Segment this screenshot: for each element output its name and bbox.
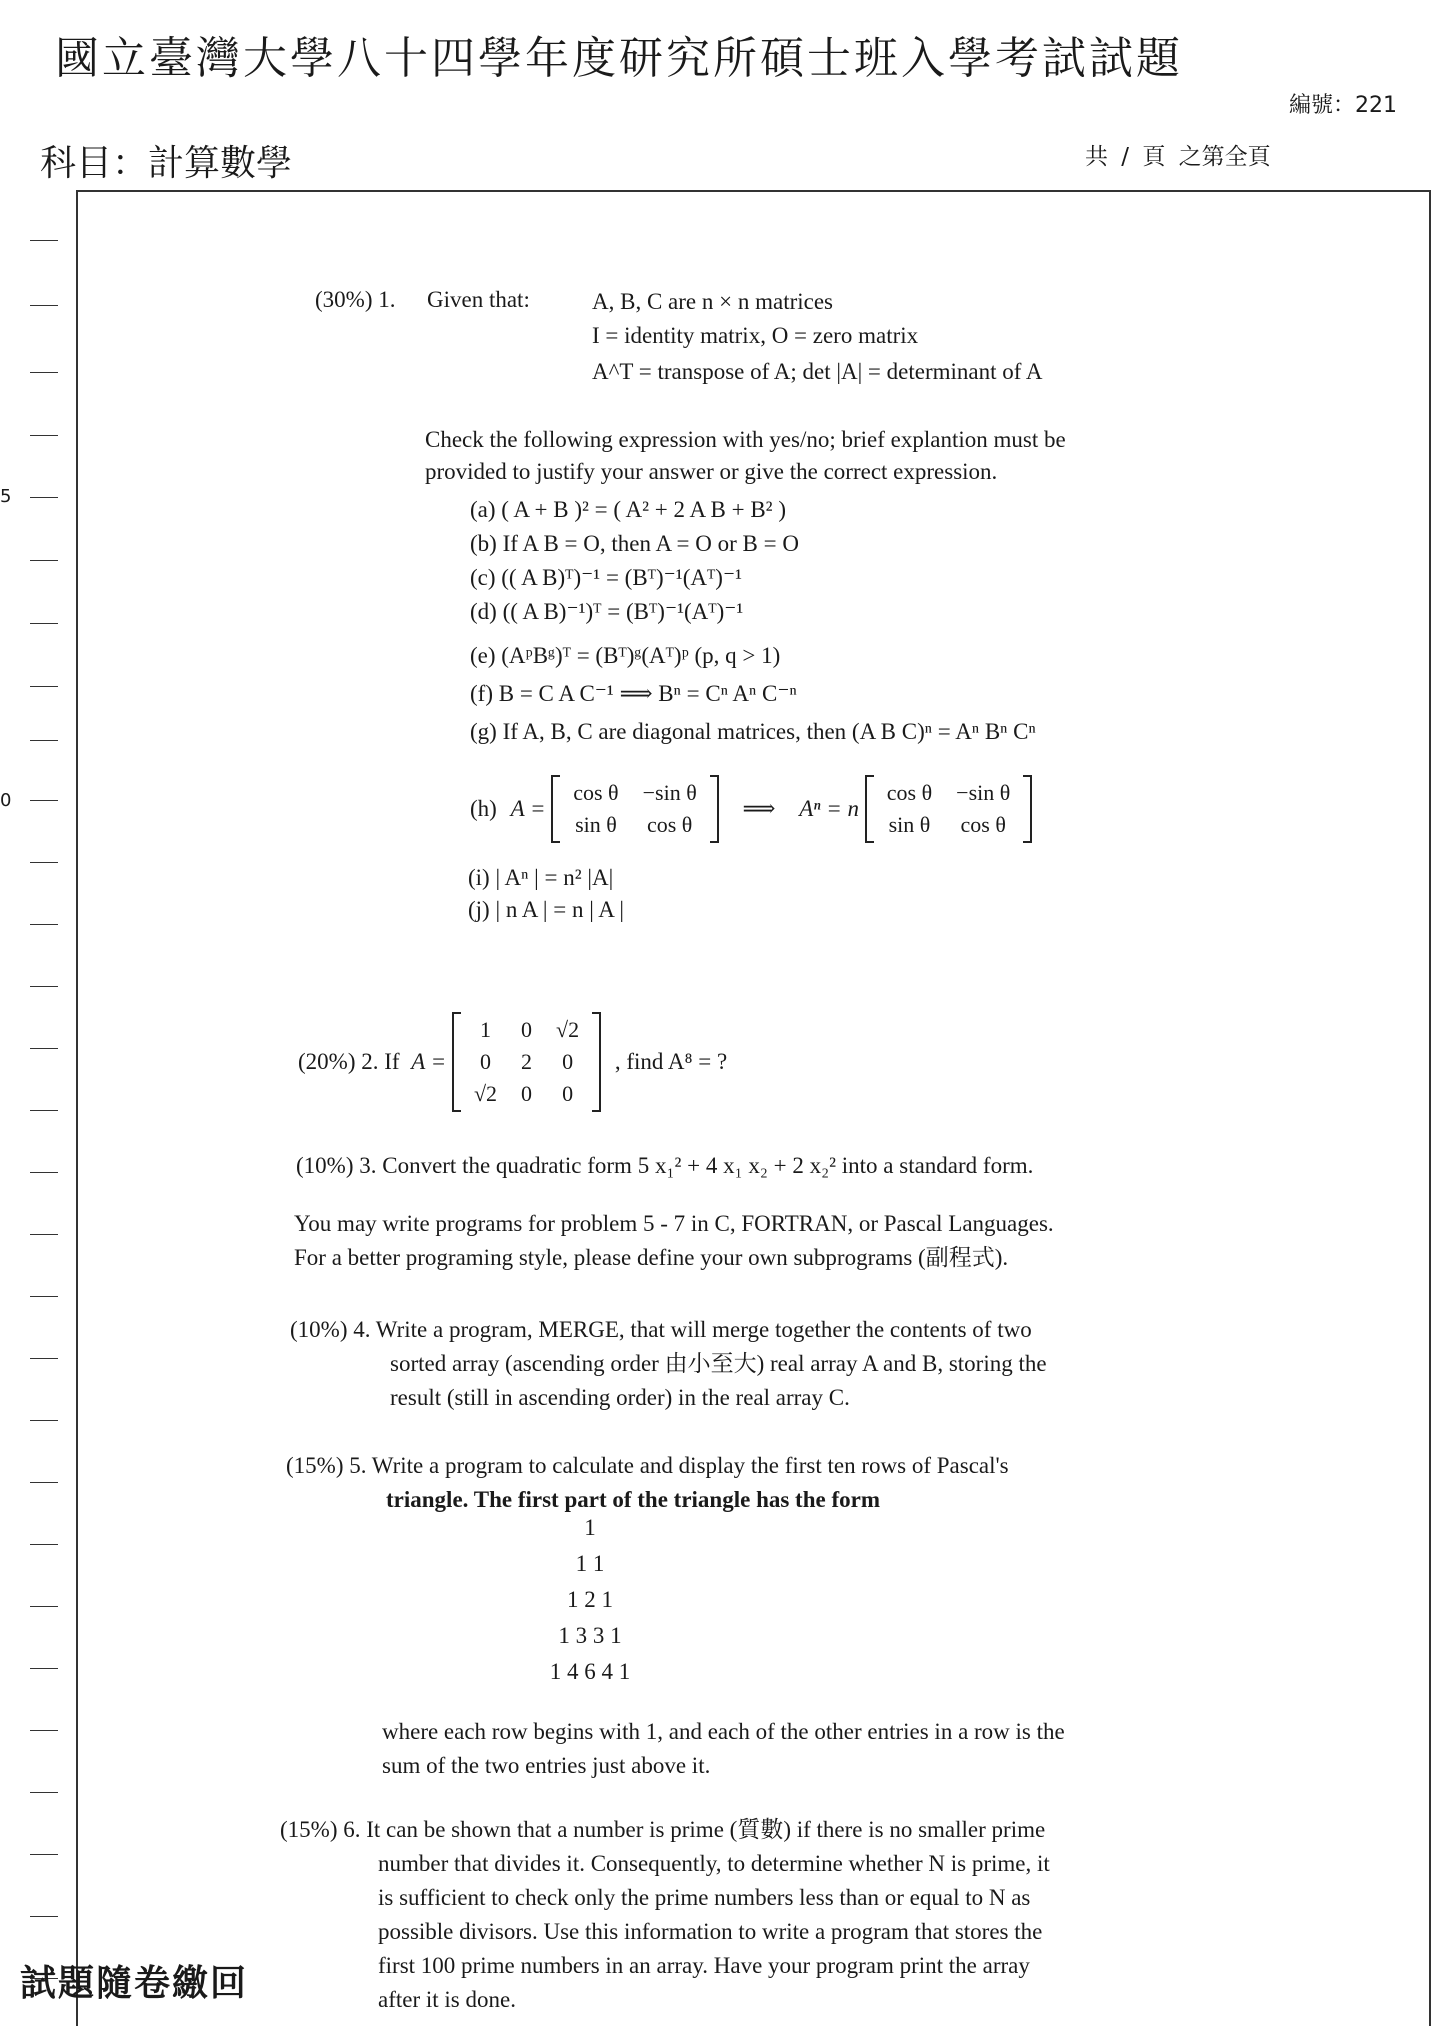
- q1-item-h-arrow: ⟹: [742, 796, 776, 821]
- q1-given-line: I = identity matrix, O = zero matrix: [592, 323, 919, 348]
- matrix-cell: cos θ: [573, 780, 619, 805]
- q1-item-e: (e) (AᵖBᵍ)ᵀ = (Bᵀ)ᵍ(Aᵀ)ᵖ (p, q > 1): [470, 643, 781, 668]
- q5-line: triangle. The first part of the triangle has the form: [386, 1487, 880, 1512]
- matrix-cell: 2: [521, 1049, 533, 1074]
- matrix-cell: 0: [521, 1081, 533, 1106]
- q5-line: (15%) 5. Write a program to calculate and display the first ten rows of Pascal's: [286, 1453, 1009, 1478]
- q1-instruction: provided to justify your answer or give the correct expression.: [425, 459, 998, 484]
- q1-item-h-rhs: Aⁿ = n: [799, 796, 860, 821]
- q5-tail: where each row begins with 1, and each of the other entries in a row is the: [382, 1719, 1065, 1744]
- q2-matrix: [452, 1012, 601, 1112]
- margin-mark-5: 5: [0, 486, 12, 507]
- return-with-answer-stamp: 試題隨卷繳回: [20, 1962, 249, 2004]
- pascal-row: 1: [584, 1515, 596, 1540]
- q1-item-f: (f) B = C A C⁻¹ ⟹ Bⁿ = Cⁿ Aⁿ C⁻ⁿ: [470, 681, 797, 706]
- margin-mark-0: 0: [0, 790, 12, 811]
- q1-given: Given that:: [427, 287, 530, 312]
- q3-text: (10%) 3. Convert the quadratic form 5 x₁² + 4 x₁ x₂ + 2 x₂² into a standard form.: [296, 1153, 1034, 1178]
- matrix-cell: √2: [556, 1017, 580, 1042]
- programming-note: You may write programs for problem 5 - 7 in C, FORTRAN, or Pascal Languages.: [294, 1211, 1054, 1236]
- q1-given-line: A^T = transpose of A; det |A| = determinant of A: [592, 359, 1043, 384]
- programming-note: For a better programing style, please define your own subprograms (副程式).: [294, 1245, 1009, 1270]
- matrix-cell: cos θ: [960, 812, 1006, 837]
- matrix-cell: 0: [562, 1049, 574, 1074]
- pascal-row: 1 1: [575, 1551, 605, 1576]
- q6-line: possible divisors. Use this information to write a program that stores the: [378, 1919, 1043, 1944]
- matrix-cell: 0: [521, 1017, 533, 1042]
- q1-item-c: (c) (( A B)ᵀ)⁻¹ = (Bᵀ)⁻¹(Aᵀ)⁻¹: [470, 565, 742, 590]
- q4-line: sorted array (ascending order 由小至大) real array A and B, storing the: [390, 1351, 1047, 1376]
- q6-line: number that divides it. Consequently, to determine whether N is prime, it: [378, 1851, 1050, 1876]
- q1-item-b: (b) If A B = O, then A = O or B = O: [470, 531, 799, 556]
- q6-line: first 100 prime numbers in an array. Have your program print the array: [378, 1953, 1030, 1978]
- q1-item-h-matrix-right: [865, 775, 1033, 843]
- q2-lhs: A =: [411, 1049, 447, 1074]
- q2-tail: , find A⁸ = ?: [614, 1049, 728, 1074]
- q1-weight: (30%) 1.: [315, 287, 396, 312]
- q1-item-h: [470, 775, 1032, 843]
- q2: [298, 1012, 727, 1112]
- matrix-cell: sin θ: [575, 812, 617, 837]
- q1-given-line: A, B, C are n × n matrices: [592, 289, 833, 314]
- q6-line: after it is done.: [378, 1987, 516, 2012]
- q1-item-a: (a) ( A + B )² = ( A² + 2 A B + B² ): [470, 497, 786, 522]
- matrix-cell: −sin θ: [642, 780, 697, 805]
- pascal-row: 1 4 6 4 1: [549, 1659, 631, 1684]
- q1-instruction: Check the following expression with yes/no; brief explantion must be: [425, 427, 1066, 452]
- q1-item-g: (g) If A, B, C are diagonal matrices, then (A B C)ⁿ = Aⁿ Bⁿ Cⁿ: [470, 719, 1036, 744]
- matrix-cell: cos θ: [646, 812, 693, 837]
- q1-item-h-lhs: A =: [510, 796, 546, 821]
- matrix-cell: cos θ: [886, 780, 933, 805]
- matrix-cell: 1: [479, 1017, 491, 1042]
- page-count: 共 / 頁 之第全頁: [1085, 144, 1271, 170]
- matrix-cell: 0: [479, 1049, 491, 1074]
- q1-item-h-matrix-left: [551, 775, 719, 843]
- q1-item-i: (i) | Aⁿ | = n² |A|: [468, 865, 614, 890]
- exam-title: 國立臺灣大學八十四學年度研究所碩士班入學考試試題: [55, 33, 1183, 84]
- q6-line: is sufficient to check only the prime numbers less than or equal to N as: [378, 1885, 1031, 1910]
- q6-line: (15%) 6. It can be shown that a number is prime (質數) if there is no smaller prime: [280, 1817, 1046, 1842]
- q4-line: (10%) 4. Write a program, MERGE, that will merge together the contents of two: [290, 1317, 1032, 1342]
- q1-item-d: (d) (( A B)⁻¹)ᵀ = (Bᵀ)⁻¹(Aᵀ)⁻¹: [470, 599, 744, 624]
- margin-ruler: [0, 0, 60, 2026]
- matrix-cell: −sin θ: [956, 780, 1011, 805]
- q1-item-j: (j) | n A | = n | A |: [468, 897, 624, 922]
- matrix-cell: √2: [473, 1081, 498, 1106]
- matrix-cell: 0: [562, 1081, 574, 1106]
- q4-line: result (still in ascending order) in the real array C.: [390, 1385, 850, 1410]
- subject-label: 科目：計算數學: [40, 143, 293, 184]
- q5-tail: sum of the two entries just above it.: [382, 1753, 711, 1778]
- exam-number: 編號：221: [1289, 93, 1397, 118]
- q1-item-h-label: (h): [470, 796, 497, 821]
- pascal-row: 1 2 1: [567, 1587, 613, 1612]
- q2-weight: (20%) 2. If: [298, 1049, 400, 1074]
- matrix-cell: sin θ: [888, 812, 931, 837]
- pascal-row: 1 3 3 1: [558, 1623, 622, 1648]
